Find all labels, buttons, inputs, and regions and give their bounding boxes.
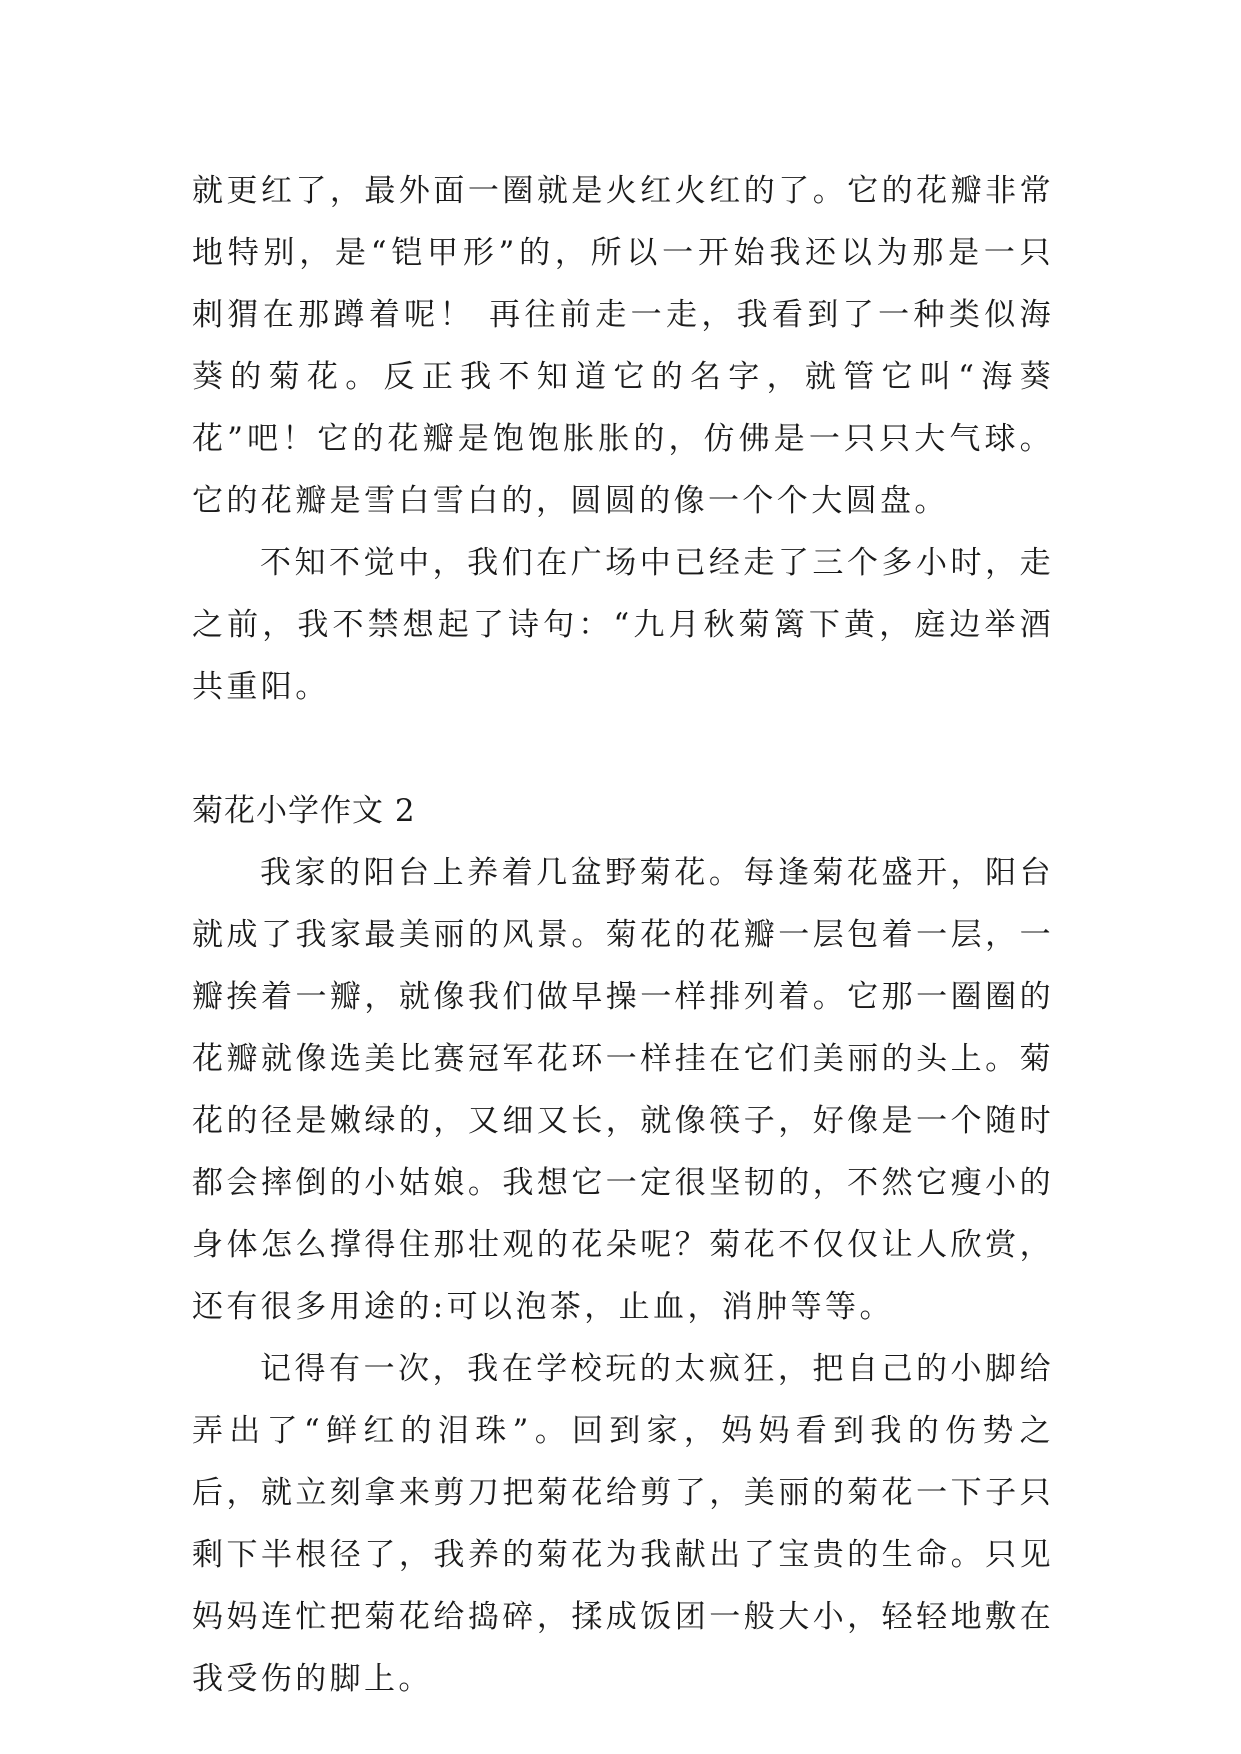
paragraph: 我家的阳台上养着几盆野菊花。每逢菊花盛开，阳台就成了我家最美丽的风景。菊花的花瓣一层包着一层，一瓣挨着一瓣，就像我们做早操一样排列着。它那一圈圈的花瓣就像选美比赛冠军花环一样挂在它们美丽的头上。菊花的径是嫩绿的，又细又长，就像筷子，好像是一个随时都会摔倒的小姑娘。我想它一定很坚韧的，不然它瘦小的身体怎么撑得住那壮观的花朵呢？菊花不仅仅让人欣赏，还有很多用途的:可以泡茶，止血，消肿等等。 <box>192 855 1054 1325</box>
paragraph: 记得有一次，我在学校玩的太疯狂，把自己的小脚给弄出了“鲜红的泪珠”。回到家，妈妈看到我的伤势之后，就立刻拿来剪刀把菊花给剪了，美丽的菊花一下子只剩下半根径了，我养的菊花为我献出了宝贵的生命。只见妈妈连忙把菊花给捣碎，揉成饭团一般大小，轻轻地敷在我受伤的脚上。 <box>192 1351 1054 1697</box>
paragraph-continued: 就更红了，最外面一圈就是火红火红的了。它的花瓣非常地特别，是“铠甲形”的，所以一开始我还以为那是一只刺猬在那蹲着呢！ 再往前走一走，我看到了一种类似海葵的菊花。反正我不知道它的名字，就管它叫“海葵花”吧！它的花瓣是饱饱胀胀的，仿佛是一只只大气球。它的花瓣是雪白雪白的，圆圆的像一个个大圆盘。 <box>192 173 1054 519</box>
paragraph-ending: 不知不觉中，我们在广场中已经走了三个多小时，走之前，我不禁想起了诗句：“九月秋菊篱下黄，庭边举酒共重阳。 <box>192 545 1054 705</box>
document-body <box>192 160 1054 1710</box>
section-spacer <box>192 718 1054 780</box>
section-heading: 菊花小学作文 2 <box>192 793 416 829</box>
